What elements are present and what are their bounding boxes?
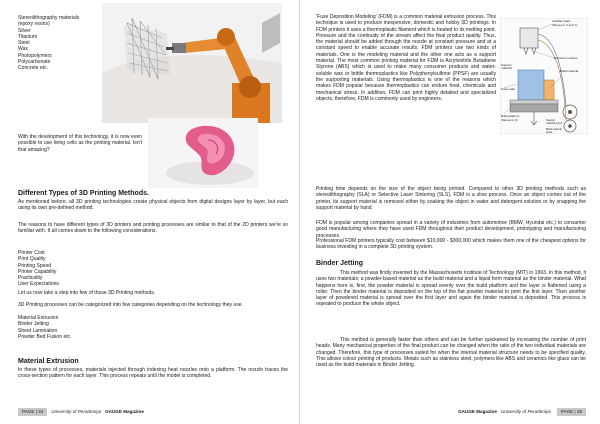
heading-material-extrusion: Material Extrusion [18,358,79,365]
materials-item: Stereolithography materials [18,15,80,21]
fdm-cost-text: Professional FDM printers typically cost between $10,000 - $300,000 which makes them one of the cheapest options for business investing in a complete 3D printing system. [316,238,586,251]
diagram-label: Support material [501,63,512,71]
diagram-label: Build material [560,69,579,73]
binder-para-1: This method was firstly invented by the Massachusetts Institute of Technology (MIT) in 1993. In this method, it uses two materials; a powder-based material as the build material and a liquid form material as the binder material. What happens here is, first, the powder material is spread evenly over the build platform and the layer is flattened using a roller. Then the binder material is deposited on the top of the flat powder material to print the first layer. Then another layer of powdered material is spread over the first layer and again the binder material is deposited. This process is repeated to produce the whole object. [316,270,586,308]
materials-item: Wax [18,46,28,53]
heading-printing-methods: Different Types of 3D Printing Methods. [18,190,149,197]
fdm-intro-text: ‘Fuse Deposition Modeling’ (FDM) is a common material extrusion process. This technique is used to produce inexpensive, domestic and hobby 3D printings. In FDM printers it uses a thermoplastic filament which is heated to its melting point. Pressure and the continuity of the stream affect the final product quality. Thus, the material should be added through the nozzle at constant pressure and at a constant speed to enable accurate results. FDM printers use two kinds of materials. One is the modeling material and the other one acts as a support material. The most common printing material for FDM is Acrylonitrile Butadiene Styrene (ABS) which is used to make many consumer products and water-soluble wax or brittle thermoplastics like Polyphenylsulfone (PPSF) are usually the supporting materials. Using thermoplastics is one of the reasons which makes FDM popular because thermoplastics can endure heat, chemicals and mechanical stress. In addition, FDM can print highly detailed and specialized objects, therefore, FDM is commonly used by engineers. [316,14,496,102]
list-item: Print Quality [18,256,46,263]
diagram-label: (Moves in Z) [501,117,518,122]
list-item: Practicality [18,275,43,282]
living-cells-text: With the development of this technology, it is now even possible to use living cells as the printing material. Isn't that amazing? [18,134,142,153]
fdm-time-text: Printing time depends on the size of the object being printed. Compared to other 3D printing methods such as stereolithography (SLA) or Selective Laser Sintering (SLS), FDM is a slow process. Once an object comes out of the printer, its support material is removed either by soaking the object in water and detergent solution or by snapping the support material by hand. [316,186,586,211]
footer-magazine: GAUGE Magazine [458,409,497,414]
diagram-label: Support material spool [546,119,563,125]
robot-arm-photo [102,3,282,123]
list-item: Powder Bed Fusion etc. [18,333,72,340]
list-item: User Expectations [18,281,59,288]
diagram-label: Foam slab [501,87,516,91]
diagram-label: Extrusion nozzles [554,56,578,60]
heading-binder-jetting: Binder Jetting [316,260,364,267]
list-item: Binder Jetting [18,321,49,328]
page-number: PAGE | 35 [557,408,586,416]
considerations-list [18,250,138,288]
para-step: Let us now take a step into few of those 3D Printing methods. [18,290,156,296]
diagram-label: (Moves in X and Y) [552,22,578,27]
diagram-label: Build material spool [546,128,562,134]
footer-left [18,407,288,416]
page-number: PAGE | 34 [18,408,47,416]
right-page [300,0,600,424]
footer-magazine: GAUGE Magazine [105,409,144,414]
para-extrusion: In these types of processes, materials injected through indexing heat nozzles onto a platform. The nozzle traces the cross-section pattern for each layer. This process repeats until the model is completed. [18,367,288,380]
fdm-popular-text: FDM is popular among companies spread in a variety of industries from automotive (BMW, Hyundai etc.) to consumer good manufacturing where they have used FDM throughout their product development, prototyping and manufacturing processes. [316,220,586,239]
para-methods-intro: As mentioned before, all 3D printing technologies create physical objects from digital designs layer by layer, but each using its own pre-defined method. [18,199,288,212]
materials-item: Photopolymers [18,52,52,59]
list-item: Printer Capability [18,268,57,275]
materials-item: Polycarbonate [18,59,51,66]
materials-list [18,15,96,72]
footer-right [316,407,586,416]
materials-item: Silver [18,27,31,34]
materials-item: (epoxy resins) [18,21,50,28]
list-item: Sheet Lamination [18,327,58,334]
categories-list [18,315,138,340]
list-item: Material Extrusion [18,315,59,321]
materials-item: Concrete etc. [18,65,49,72]
printed-ear-photo [148,118,258,188]
diagram-label: Build platform [501,114,520,118]
materials-item: Titanium [18,33,38,40]
diagram-label: Liquifier head [552,19,571,23]
fdm-diagram [500,18,588,134]
binder-para-2: This method is generally faster than others and can be further quickened by increasing the number of print heads. Many mechanical properties of the final product can be changed when the ratio of the two individual materials are changed. Therefore, this type of processes suited for when the internal material structure needs to be specified quality. This allows colour printing of products. Metals such as stainless steel, polymers like ABS and ceramics like glass can be used as the build materials in Binder Jetting. [316,337,586,369]
para-categories: 3D Printing processes can be categorized into few categories depending on the technology they use. [18,302,244,308]
para-reasons: The reasons to have different types of 3D printers and printing processes are similar to that of the 2D printers we're so familiar with. It all comes down to the following considerations. [18,222,288,235]
footer-university: University of Peradeniya [500,409,551,414]
list-item: Printer Cost [18,250,45,256]
list-item: Printing Speed [18,262,52,269]
footer-university: University of Peradeniya [51,409,102,414]
materials-item: Steel [18,40,30,47]
